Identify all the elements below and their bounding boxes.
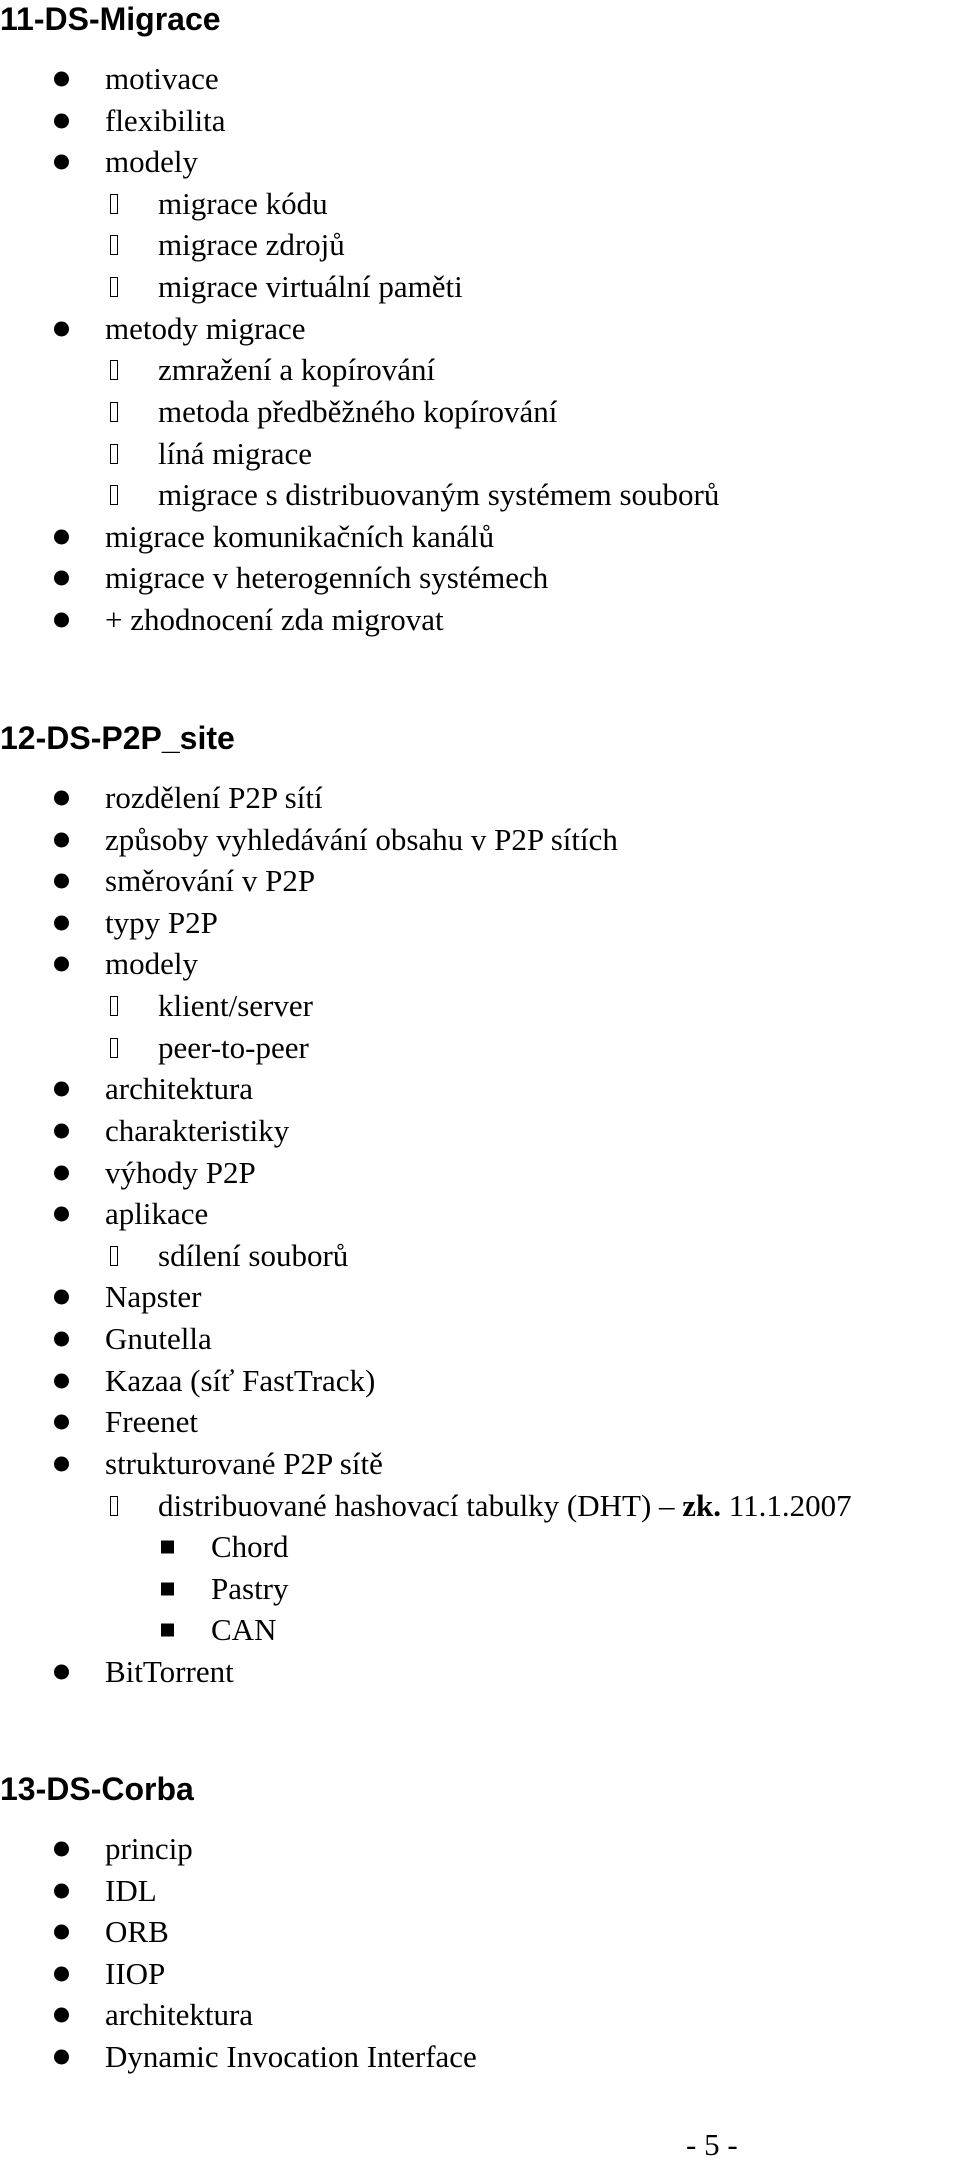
list-item-label: Napster: [105, 1279, 202, 1315]
list-item: [105, 1401, 198, 1443]
list-item: [211, 1526, 289, 1568]
bullet-square-icon: [161, 1582, 174, 1595]
list-item-label: migrace kódu: [158, 185, 328, 221]
list-item-text: [105, 1828, 193, 1870]
bullet-disc-icon: [54, 1883, 69, 1898]
list-item-text: [105, 308, 306, 350]
bullet-glyph-icon: [110, 360, 118, 380]
list-item: [158, 1485, 852, 1527]
bullet-disc-icon: [54, 72, 69, 87]
list-item-label: sdílení souborů: [158, 1237, 349, 1273]
list-item: [211, 1609, 276, 1651]
list-item-text: [105, 599, 444, 641]
list-item: [105, 1994, 253, 2036]
list-item-text: [105, 902, 218, 944]
list-item: [105, 819, 618, 861]
list-item: [158, 1235, 348, 1277]
list-item: [105, 1953, 165, 1995]
list-item: [105, 1911, 169, 1953]
list-item: [105, 1110, 289, 1152]
list-item-text: [105, 1994, 253, 2036]
list-item-text: [211, 1526, 289, 1568]
list-item-label: Gnutella: [105, 1321, 212, 1357]
list-item-label: architektura: [105, 1997, 254, 2033]
bullet-disc-icon: [54, 155, 69, 170]
list-item-label: modely: [105, 144, 198, 180]
list-item-text: [105, 777, 323, 819]
bullet-disc-icon: [54, 529, 69, 544]
list-item: [105, 1068, 253, 1110]
list-item-text: [105, 58, 219, 100]
list-item-label: Dynamic Invocation Interface: [105, 2039, 477, 2075]
list-item-label: migrace v heterogenních systémech: [105, 560, 549, 596]
bullet-disc-icon: [54, 1123, 69, 1138]
bullet-disc-icon: [54, 1332, 69, 1347]
page-number: - 5 -: [686, 2127, 738, 2162]
list-item: [105, 1828, 193, 1870]
bullet-glyph-icon: [110, 1496, 118, 1516]
list-item: [158, 266, 463, 308]
list-item: [105, 1360, 375, 1402]
list-item: [158, 474, 719, 516]
bullet-disc-icon: [54, 874, 69, 889]
list-item-text: [105, 1110, 289, 1152]
list-item: [105, 860, 315, 902]
list-item-label: metoda předběžného kopírování: [158, 393, 558, 429]
bullet-glyph-icon: [110, 996, 118, 1016]
list-item-text: [105, 819, 618, 861]
bullet-disc-icon: [54, 957, 69, 972]
list-item: [105, 599, 444, 641]
list-item-label: + zhodnocení zda migrovat: [105, 602, 444, 638]
list-item-text: [158, 183, 328, 225]
list-item: [211, 1568, 289, 1610]
list-item-text: [105, 860, 315, 902]
bullet-disc-icon: [54, 791, 69, 806]
bullet-glyph-icon: [110, 194, 118, 214]
list-item-text: [105, 516, 494, 558]
list-item-label: migrace virtuální paměti: [158, 269, 463, 305]
list-item-text: [105, 1360, 375, 1402]
list-item-text: [211, 1568, 289, 1610]
list-item-label: BitTorrent: [105, 1654, 234, 1690]
list-item: [158, 183, 328, 225]
list-item-text: [158, 433, 312, 475]
list-item-label: Chord: [211, 1529, 289, 1565]
list-item: [158, 985, 313, 1027]
list-item-label: modely: [105, 946, 198, 982]
list-item-label: flexibilita: [105, 102, 226, 138]
bullet-disc-icon: [54, 1842, 69, 1857]
list-item-text: [105, 1152, 256, 1194]
list-item-text: [158, 391, 557, 433]
list-item-label: peer-to-peer: [158, 1029, 309, 1065]
list-item-label: migrace komunikačních kanálů: [105, 518, 495, 554]
list-item: [105, 1870, 157, 1912]
list-item-text: [105, 1401, 198, 1443]
bullet-glyph-icon: [110, 1038, 118, 1058]
bullet-glyph-icon: [110, 402, 118, 422]
list-item-text: [105, 1651, 234, 1693]
list-item: [105, 141, 198, 183]
list-item-label: migrace zdrojů: [158, 227, 345, 263]
list-item-label: princip: [105, 1831, 193, 1866]
bullet-disc-icon: [54, 915, 69, 930]
list-item-text: [105, 1068, 253, 1110]
list-item-label: rozdělení P2P sítí: [105, 780, 323, 815]
bullet-disc-icon: [54, 113, 69, 128]
bullet-glyph-icon: [110, 1246, 118, 1266]
bullet-square-icon: [161, 1541, 174, 1554]
list-item: [105, 557, 548, 599]
list-item: [158, 1027, 309, 1069]
list-item: [105, 58, 219, 100]
bullet-disc-icon: [54, 1456, 69, 1471]
list-item-text: [105, 1193, 208, 1235]
bullet-disc-icon: [54, 1373, 69, 1388]
bullet-disc-icon: [54, 613, 69, 628]
list-item-text: [105, 1911, 169, 1953]
list-item: [158, 224, 345, 266]
list-item-label: strukturované P2P sítě: [105, 1445, 383, 1481]
list-item-label: IIOP: [105, 1955, 166, 1991]
list-item-label: ORB: [105, 1914, 169, 1950]
list-item-label: Pastry: [211, 1570, 289, 1606]
section-heading: 11-DS-Migrace: [0, 1, 221, 37]
list-item-text: [158, 224, 345, 266]
list-item-text: [105, 2036, 477, 2078]
bullet-disc-icon: [54, 1290, 69, 1305]
list-item-text: [105, 1318, 212, 1360]
list-item-text: [158, 1235, 348, 1277]
bullet-glyph-icon: [110, 277, 118, 297]
bullet-disc-icon: [54, 2008, 69, 2023]
list-item-label: architektura: [105, 1071, 254, 1107]
list-item-text: [105, 1953, 165, 1995]
list-item: [158, 391, 557, 433]
bullet-glyph-icon: [110, 235, 118, 255]
exam-date: 11.1.2007: [721, 1487, 852, 1523]
list-item-label: aplikace: [105, 1196, 209, 1232]
list-item: [105, 1276, 201, 1318]
bullet-disc-icon: [54, 1165, 69, 1180]
bullet-disc-icon: [54, 1665, 69, 1680]
bullet-glyph-icon: [110, 485, 118, 505]
list-item: [105, 100, 226, 142]
list-item-label: migrace s distribuovaným systémem souborů: [158, 477, 720, 513]
list-item-label: typy P2P: [105, 904, 218, 940]
list-item-label: líná migrace: [158, 435, 313, 471]
list-item: [105, 1443, 383, 1485]
list-item-text: [158, 985, 313, 1027]
list-item-text: [158, 266, 463, 308]
list-item-text: [158, 1485, 852, 1527]
list-item-label: Kazaa (síť FastTrack): [105, 1362, 376, 1398]
list-item-label: distribuované hashovací tabulky (DHT) –: [158, 1487, 683, 1523]
list-item-label: směrování v P2P: [105, 863, 316, 899]
list-item: [105, 943, 198, 985]
list-item-label: Freenet: [105, 1404, 198, 1440]
list-item-label: klient/server: [158, 988, 313, 1024]
bullet-square-icon: [161, 1624, 174, 1637]
list-item-label: metody migrace: [105, 310, 306, 346]
list-item-text: [211, 1609, 276, 1651]
list-item: [105, 1152, 256, 1194]
bullet-glyph-icon: [110, 444, 118, 464]
list-item-text: [158, 349, 435, 391]
bullet-disc-icon: [54, 321, 69, 336]
bullet-disc-icon: [54, 1966, 69, 1981]
list-item-text: [105, 943, 198, 985]
bullet-disc-icon: [54, 832, 69, 847]
bullet-disc-icon: [54, 1925, 69, 1940]
list-item-label: IDL: [105, 1872, 157, 1908]
exam-marker: zk.: [682, 1487, 722, 1523]
list-item: [105, 777, 323, 819]
section-heading: 13-DS-Corba: [0, 1771, 194, 1807]
list-item-label: CAN: [211, 1612, 277, 1648]
list-item-text: [105, 1870, 157, 1912]
list-item-text: [158, 474, 719, 516]
bullet-disc-icon: [54, 1415, 69, 1430]
list-item: [158, 433, 312, 475]
bullet-disc-icon: [54, 2050, 69, 2065]
section-heading: 12-DS-P2P_site: [0, 720, 235, 756]
list-item: [105, 1318, 212, 1360]
list-item-label: způsoby vyhledávání obsahu v P2P sítích: [105, 821, 618, 857]
list-item: [105, 1651, 234, 1693]
list-item-text: [105, 1443, 383, 1485]
list-item: [105, 516, 494, 558]
list-item: [105, 1193, 208, 1235]
list-item-label: motivace: [105, 61, 219, 96]
list-item-text: [105, 141, 198, 183]
list-item-label: výhody P2P: [105, 1154, 256, 1190]
list-item-text: [158, 1027, 309, 1069]
list-item-text: [105, 1276, 201, 1318]
list-item-text: [105, 557, 548, 599]
list-item: [105, 902, 218, 944]
list-item: [105, 308, 306, 350]
bullet-disc-icon: [54, 571, 69, 586]
list-item-label: charakteristiky: [105, 1112, 290, 1148]
list-item-label: zmražení a kopírování: [158, 352, 436, 388]
list-item-text: [105, 100, 226, 142]
list-item: [105, 2036, 477, 2078]
bullet-disc-icon: [54, 1207, 69, 1222]
bullet-disc-icon: [54, 1082, 69, 1097]
list-item: [158, 349, 435, 391]
